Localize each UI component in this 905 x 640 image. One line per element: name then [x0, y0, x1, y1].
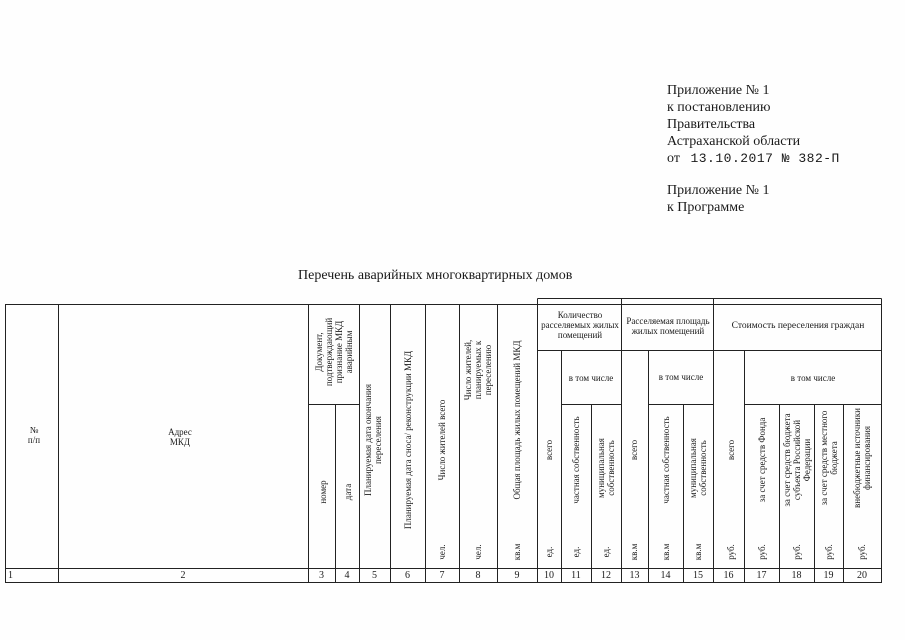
column-number: 12 [601, 570, 611, 581]
column-number: 15 [693, 570, 703, 581]
unit-label: ед. [601, 546, 611, 558]
col-area-municipal-header: муниципальная собственность [688, 438, 708, 498]
unit-label: ед. [544, 546, 554, 558]
appendix-line: к Программе [667, 200, 745, 215]
unit-label: руб. [757, 544, 767, 560]
column-number: 3 [319, 570, 324, 581]
column-number: 2 [180, 570, 186, 581]
column-number: 5 [372, 570, 377, 581]
sub-header-in-that-number: в том числе [790, 373, 836, 383]
column-number: 18 [791, 570, 802, 581]
column-number: 17 [756, 570, 767, 581]
col-rooms-total-header: всего [544, 439, 554, 461]
col-no-header: № п/п [27, 425, 41, 445]
column-number: 6 [405, 570, 410, 581]
unit-label: руб. [824, 544, 834, 560]
col-area-total-header: всего [629, 439, 639, 461]
appendix-line: Правительства [667, 117, 756, 132]
col-doc-date-header: дата [343, 483, 353, 501]
unit-label: кв.м [661, 543, 671, 561]
unit-label: руб. [792, 544, 802, 560]
column-number: 16 [723, 570, 734, 581]
unit-label: руб. [726, 544, 736, 560]
col-doc-number-header: номер [318, 480, 328, 504]
col-total-area-header: Общая площадь жилых помещений МКД [512, 340, 522, 500]
column-number: 11 [571, 570, 581, 581]
col-rooms-municipal-header: муниципальная собственность [596, 438, 616, 498]
unit-label: кв.м [693, 543, 703, 561]
group-rooms-header: Количество расселяемых жилых помещений [541, 310, 619, 340]
column-number: 10 [544, 570, 554, 581]
col-residents-total-header: Число жителей всего [437, 399, 447, 481]
appendix-line: Астраханской области [667, 134, 801, 149]
group-cost-header: Стоимость переселения граждан [731, 321, 865, 331]
column-number: 20 [857, 570, 867, 581]
group-area-header: Расселяемая площадь жилых помещений [626, 316, 710, 336]
unit-label: чел. [437, 544, 447, 560]
unit-label: чел. [473, 544, 483, 560]
col-rooms-private-header: частная собственность [571, 416, 581, 504]
col-cost-extra-header: внебюджетные источники финансирования [852, 408, 872, 508]
col-address-header: Адрес МКД [168, 427, 192, 447]
col-cost-total-header: всего [726, 439, 736, 461]
sub-header-in-that-number: в том числе [658, 372, 704, 382]
col-cost-local-header: за счет средств местного бюджета [819, 410, 839, 506]
unit-label: руб. [857, 544, 867, 560]
column-number: 13 [629, 570, 640, 581]
column-number: 7 [439, 570, 445, 581]
unit-label: кв.м [512, 543, 522, 561]
col-planned-resettlement-header: Планируемая дата окончания переселения [363, 383, 383, 497]
column-number: 14 [660, 570, 671, 581]
appendix-line: к постановлению [667, 100, 771, 115]
col-document-header: Документ, подтверждающий признание МКД аварийным [314, 317, 354, 387]
column-number: 1 [8, 570, 13, 581]
column-number: 19 [823, 570, 834, 581]
appendix-date-prefix: от [667, 151, 680, 166]
col-residents-planned-header: Число жителей, планируемых к переселению [463, 339, 493, 401]
col-planned-demolition-header: Планируемая дата сноса/ реконструкции МКД [403, 350, 413, 530]
col-cost-subject-header: за счет средств бюджета субъекта Российской Федерации [782, 413, 812, 507]
document-title: Перечень аварийных многоквартирных домов [298, 268, 573, 283]
appendix-line: Приложение № 1 [667, 183, 770, 198]
unit-label: ед. [571, 546, 581, 558]
col-area-private-header: частная собственность [661, 416, 671, 504]
col-cost-fund-header: за счет средств Фонда [757, 417, 767, 503]
sub-header-in-that-number: в том числе [568, 373, 614, 383]
appendix-line: Приложение № 1 [667, 83, 770, 98]
column-number: 9 [514, 570, 520, 581]
unit-label: кв.м [629, 543, 639, 561]
column-number: 8 [475, 570, 481, 581]
decree-stamp: 13.10.2017 № 382-П [690, 151, 840, 166]
column-number: 4 [344, 570, 350, 581]
